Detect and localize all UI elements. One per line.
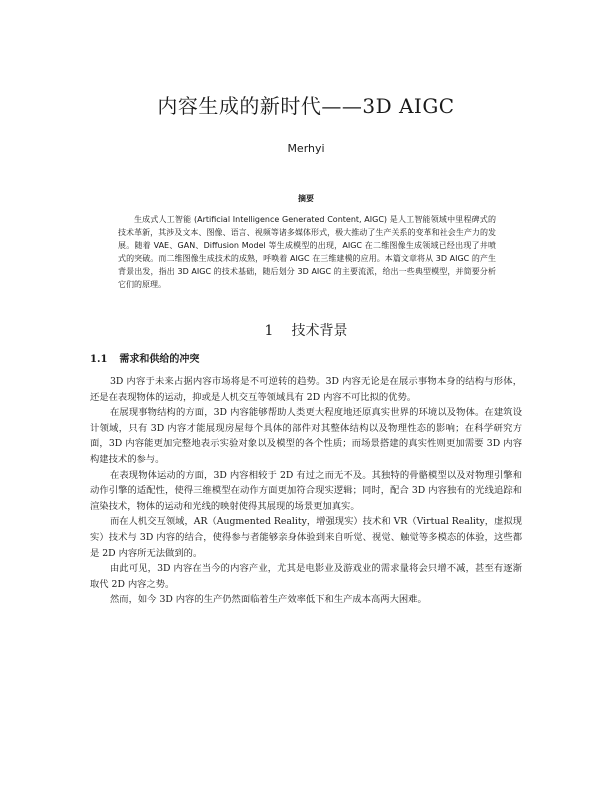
subsection-heading bbox=[90, 350, 199, 365]
subsection-title: 需求和供给的冲突 bbox=[119, 354, 200, 365]
paragraph: 然而，如今 3D 内容的生产仍然面临着生产效率低下和生产成本高两大困难。 bbox=[110, 594, 427, 606]
section-number: 1 bbox=[264, 323, 274, 339]
paragraph: 3D 内容于未来占据内容市场将是不可逆转的趋势。3D 内容无论是在展示事物本身的结构与形体，还是在表现物体的运动，抑或是人机交互等领域具有 2D 内容不可比拟的优势。 bbox=[90, 376, 522, 403]
paragraph: 在展现事物结构的方面，3D 内容能够帮助人类更大程度地还原真实世界的环境以及物体。在建筑设计领域，只有 3D 内容才能展现房屋每个具体的部件对其整体结构以及物理性态的影响；在科学研究方面，3D 内容能更加完整地表示实验对象以及模型的各个性质；而场景搭建的真实性则更加需要 3D 内容构建技术的参与。 bbox=[90, 407, 522, 465]
abstract-heading: 摘要 bbox=[298, 194, 314, 203]
abstract-text: 生成式人工智能 (Artificial Intelligence Generated Content, AIGC) 是人工智能领域中里程碑式的技术革新，其涉及文本、图像、语言、视频等诸多媒体形式，极大推动了生产关系的变革和社会生产力的发展。随着 VAE、GAN、Diffusion Model 等生成模型的出现，AIGC 在二维图像生成领域已经出现了井喷式的突破。而二维图像生成技术的成熟，呼唤着 AIGC 在三维建模的应用。本篇文章将从 3D AIGC 的产生背景出发，指出 3D AIGC 的技术基础，随后划分 3D AIGC 的主要流派，给出一些典型模型，并简要分析它们的原理。 bbox=[118, 215, 496, 289]
paragraph: 而在人机交互领域，AR（Augmented Reality，增强现实）技术和 VR（Virtual Reality，虚拟现实）技术与 3D 内容的结合，使得参与者能够亲身体验到来自听觉、视觉、触觉等多模态的体验，这些都是 2D 内容所无法做到的。 bbox=[90, 516, 522, 559]
author-name: Merhyi bbox=[287, 142, 325, 155]
paragraph: 由此可见，3D 内容在当今的内容产业，尤其是电影业及游戏业的需求量将会只增不减，甚至有逐渐取代 2D 内容之势。 bbox=[90, 563, 522, 590]
section-heading bbox=[0, 320, 612, 340]
section-title: 技术背景 bbox=[291, 323, 348, 339]
paper-title: 内容生成的新时代——3D AIGC bbox=[157, 94, 455, 118]
body-text bbox=[90, 374, 522, 608]
subsection-number: 1.1 bbox=[90, 354, 108, 365]
paragraph: 在表现物体运动的方面，3D 内容相较于 2D 有过之而无不及。其独特的骨骼模型以及对物理引擎和动作引擎的适配性，使得三维模型在动作方面更加符合现实逻辑；同时，配合 3D 内容独有的光线追踪和渲染技术，物体的运动和光线的映射使得其展现的场景更加真实。 bbox=[90, 469, 522, 512]
